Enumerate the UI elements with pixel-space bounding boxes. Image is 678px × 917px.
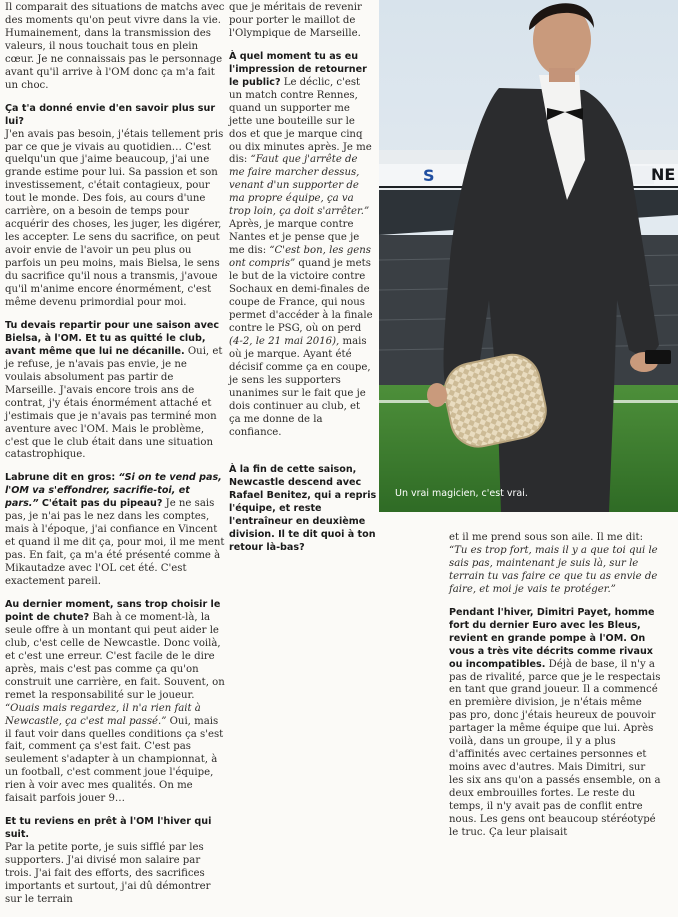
quote: (4-2, le 21 mai 2016),: [229, 335, 340, 347]
question: Et tu reviens en prêt à l'OM l'hiver qui suit.: [5, 816, 212, 841]
question: Ça t'a donné envie d'en savoir plus sur lui?: [5, 102, 216, 127]
sign-text-left: S: [423, 166, 435, 185]
answer: Déjà de base, il n'y a pas de rivalité, parce que je le respectais en tant que grand joueur. Il a commencé en première division, je n'étais même pas pro, donc j'étais heureux de pouvoir partager la même équipe que lui. Après voilà, dans un groupe, il y a plus d'affinités avec certaines personnes et moins avec d'autres. Mais Dimitri, sur les six ans qu'on a passés ensemble, on a deux embrouilles fortes. Le reste du temps, il n'y avait pas de conflit entre nous. Les gens ont beaucoup stéréotypé le truc. Ça leur plaisait: [449, 658, 661, 838]
article-column-3: [449, 532, 661, 850]
article-column-2: [229, 2, 375, 449]
answer: Après, je marque contre Nantes et je pense que je me dis:: [229, 219, 360, 257]
paragraph: [5, 320, 225, 462]
answer: mais où je marque. Ayant été décisif comme ça en coupe, je sens les supporters unanimes sur le fait que je dois continuer au club, et ça me donne de la confiance.: [229, 335, 371, 438]
player-photo: [379, 0, 678, 512]
quote: “Faut que j'arrête de me faire marcher dessus, venant d'un supporter de ma propre équipe, ça va trop loin, ça doit s'arrêter.”: [229, 154, 370, 218]
body-text: que je méritais de revenir pour porter le maillot de l'Olympique de Marseille.: [229, 2, 362, 39]
question: Tu devais repartir pour une saison avec Bielsa, à l'OM. Et tu as quitté le club, avant même que lui ne décanille.: [5, 319, 220, 357]
answer: Le déclic, c'est un match contre Rennes, quand un supporter me jette une bouteille sur le dos et que je marque cinq ou dix minutes après. Je me dis:: [229, 76, 372, 166]
question: À la fin de cette saison, Newcastle descend avec Rafael Benitez, qui a repris l'équipe, et reste l'entraîneur en deuxième division. Il te dit quoi à ton retour là-bas?: [229, 464, 377, 553]
answer: J'en avais pas besoin, j'étais tellement pris par ce que je vivais au quotidien… C'est quelqu'un que j'aime beaucoup, j'ai une grande estime pour lui. Sa passion et son investissement, c'était contagieux, pour tout le monde. Des fois, au cours d'une carrière, on a besoin de temps pour acquérir des choses, les juger, les digérer, les accepter. Le sens du sacrifice, on peut avoir envie de l'avoir un peu plus ou parfois un peu moins, mais Bielsa, le sens du sacrifice qu'il nous a transmis, j'avoue qu'il m'anime encore énormément, c'est même devenu primordial pour moi.: [5, 128, 224, 308]
paragraph: [5, 2, 225, 93]
answer: Oui, et je refuse, je n'avais pas envie, je ne voulais absolument pas partir de Marseille. J'avais encore trois ans de contrat, j'y étais énormément attaché et j'estimais que je n'avais pas terminé mon aventure avec l'OM. Mais le problème, c'est que le club était dans une situation catastrophique.: [5, 345, 223, 461]
article-column-1: [5, 2, 225, 917]
question: Pendant l'hiver, Dimitri Payet, homme fort du dernier Euro avec les Bleus, revient en grande pompe à l'OM. On vous a très vite décrits comme rivaux ou incompatibles.: [449, 606, 655, 670]
photo-caption: Un vrai magicien, c'est vrai.: [395, 488, 528, 499]
answer: Par la petite porte, je suis sifflé par les supporters. J'ai divisé mon salaire par trois. J'ai fait des efforts, des sacrifices importants et surtout, j'ai dû démontrer sur le terrain: [5, 842, 211, 905]
answer: et il me prend sous son aile. Il me dit:: [449, 532, 643, 543]
answer: quand je mets le but de la victoire contre Sochaux en demi-finales de coupe de France, qui nous permet d'accéder à la finale contre le PSG, où on perd: [229, 258, 373, 334]
quote: “Tu es trop fort, mais il y a que toi qui le sais pas, maintenant je suis là, sur le terrain tu vas faire ce que tu as envie de faire, et moi je vais te protéger.”: [449, 544, 658, 595]
answer: Je ne sais pas, je n'ai pas le nez dans les comptes, mais à l'époque, j'ai confiance en Vincent et quand il me dit ça, pour moi, il me ment pas. En fait, ça m'a été présenté comme à Mikautadze avec l'OL cet été. C'est exactement pareil.: [5, 498, 225, 588]
paragraph: [229, 2, 375, 41]
question: Au dernier moment, sans trop choisir le point de chute?: [5, 598, 221, 623]
photo-illustration: [379, 0, 678, 512]
question: Labrune dit en gros:: [5, 472, 116, 484]
question: C'était pas du pipeau?: [41, 498, 163, 510]
article-column-2-lower: [229, 464, 377, 555]
quote: “Ouais mais regardez, il n'a rien fait à Newcastle, ça c'est mal passé.”: [5, 702, 201, 727]
paragraph: [229, 51, 375, 440]
paragraph: [5, 472, 225, 589]
question-quote: “Si on te vend pas, l'OM va s'effondrer, sacrifie-toi, et pars.”: [5, 472, 222, 510]
paragraph: [449, 607, 661, 840]
body-text: Il comparait des situations de matchs avec des moments qu'on peut vivre dans la vie. Humainement, dans la transmission des valeurs, il nous touchait tous en plein cœur. Je ne connaissais pas le personnage avant qu'il arrive à l'OM donc ça m'a fait un choc.: [5, 2, 225, 91]
answer: Oui, mais il faut voir dans quelles conditions ça s'est fait, comment ça s'est fait. C'est pas seulement s'adapter à un championnat, à un football, c'est comment joue l'équipe, rien à voir avec mes qualités. On me faisait parfois jouer 9…: [5, 715, 224, 805]
paragraph: [5, 103, 225, 310]
paragraph: [5, 599, 225, 806]
paragraph: [229, 464, 377, 555]
answer: Bah à ce moment-là, la seule offre à un montant qui peut aider le club, c'est celle de Newcastle. Donc voilà, et c'est une erreur. C'est facile de le dire après, mais c'est pas comme ça qu'on construit une carrière, en fait. Souvent, on remet la responsabilité sur le joueur.: [5, 611, 225, 701]
sign-text-right: NE: [651, 165, 676, 184]
question: À quel moment tu as eu l'impression de retourner le public?: [229, 50, 367, 88]
paragraph: [449, 532, 661, 597]
quote: “C'est bon, les gens ont compris”: [229, 245, 371, 270]
paragraph: [5, 816, 225, 907]
